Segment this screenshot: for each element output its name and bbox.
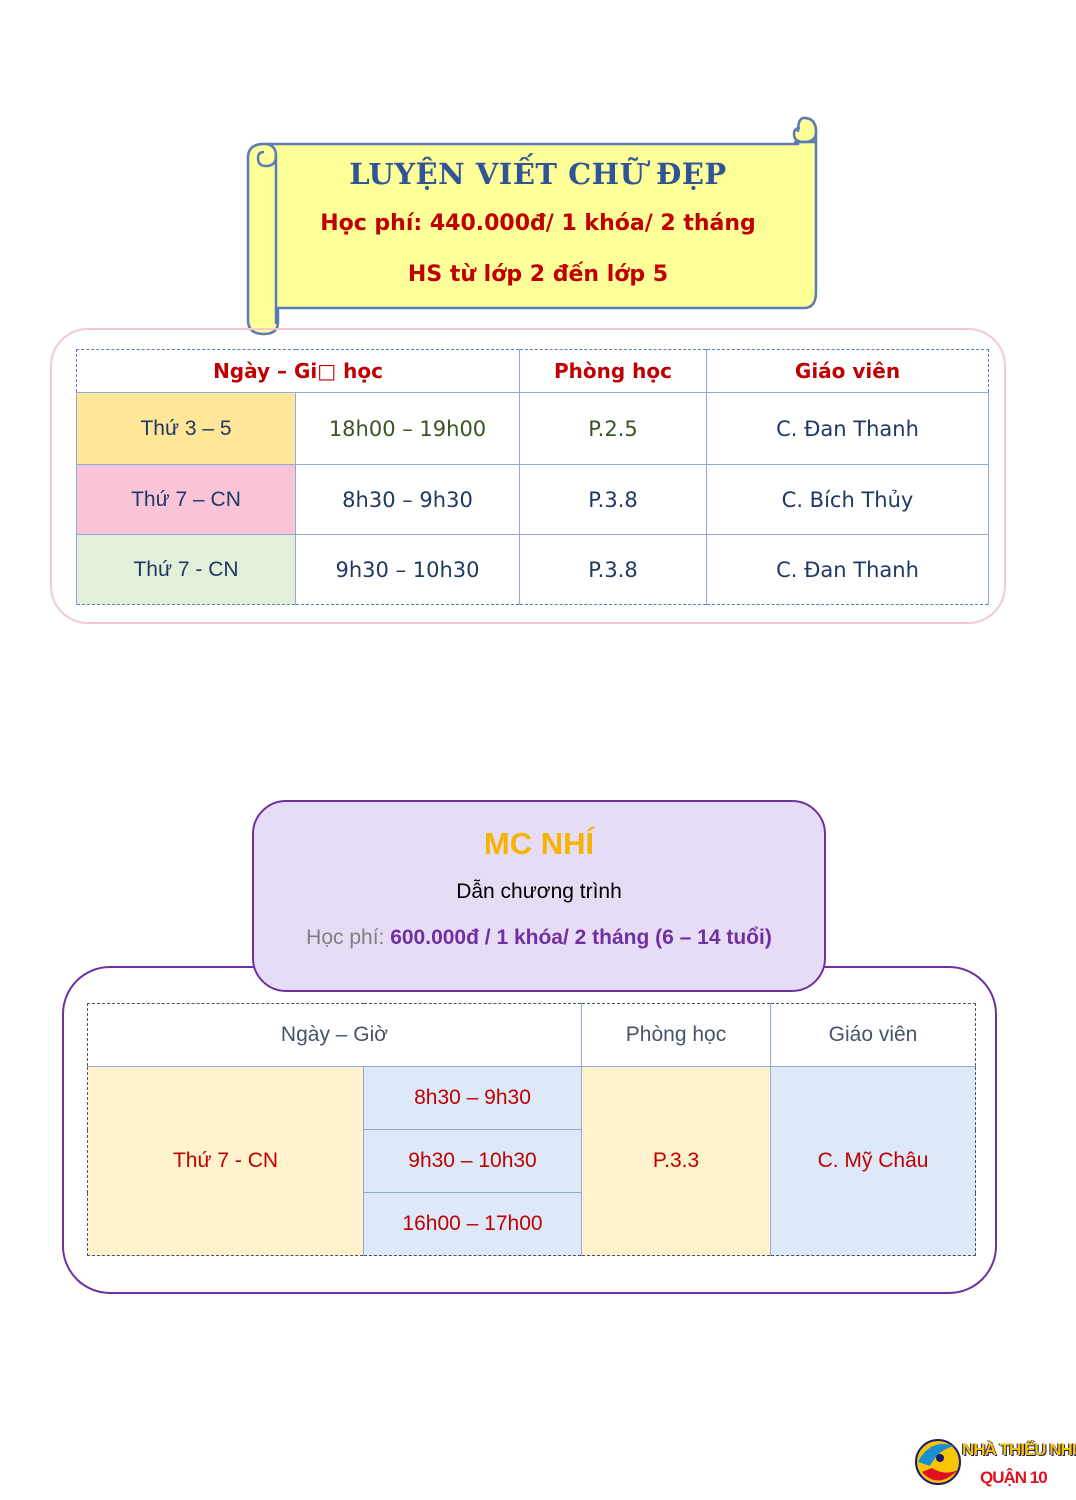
- header-teacher: [707, 350, 989, 393]
- mc-course-box: [252, 800, 826, 992]
- time-cell: 8h30 – 9h30: [296, 465, 520, 535]
- scroll-banner-text: [278, 150, 798, 300]
- teacher-cell: C. Bích Thủy: [707, 465, 989, 535]
- course-grade: HS từ lớp 2 đến lớp 5: [407, 262, 669, 287]
- header-teacher: [771, 1004, 976, 1067]
- header-room: [582, 1004, 771, 1067]
- mc-title: MC NHÍ: [483, 826, 595, 861]
- header-day-time: [77, 350, 520, 393]
- day-cell: Thứ 3 – 5: [77, 393, 296, 465]
- header-label: Ngày – Giờ: [280, 1023, 389, 1046]
- header-label: Ngày – Gi□ học: [213, 359, 383, 383]
- time-cell: 18h00 – 19h00: [296, 393, 520, 465]
- course-fee: Học phí: 440.000đ/ 1 khóa/ 2 tháng: [320, 211, 756, 236]
- table-row: [77, 535, 989, 605]
- header-label: Giáo viên: [794, 359, 901, 383]
- room-cell: P.2.5: [520, 393, 707, 465]
- course-title: LUYỆN VIẾT CHỮ ĐẸP: [349, 157, 727, 191]
- schedule-table-2: [87, 1003, 976, 1256]
- header-label: Phòng học: [625, 1023, 727, 1046]
- time-cell: 16h00 – 17h00: [364, 1193, 582, 1256]
- teacher-cell: C. Mỹ Châu: [771, 1067, 976, 1256]
- time-cell: 9h30 – 10h30: [364, 1130, 582, 1193]
- header-label: Giáo viên: [828, 1023, 918, 1046]
- table-header-row: [88, 1004, 976, 1067]
- time-cell: 8h30 – 9h30: [364, 1067, 582, 1130]
- teacher-cell: C. Đan Thanh: [707, 393, 989, 465]
- schedule-table-1: [76, 349, 989, 605]
- table-row: [77, 393, 989, 465]
- day-cell: Thứ 7 - CN: [88, 1067, 364, 1256]
- day-cell: Thứ 7 – CN: [77, 465, 296, 535]
- teacher-cell: C. Đan Thanh: [707, 535, 989, 605]
- table-row: [77, 465, 989, 535]
- mc-fee: [254, 924, 824, 952]
- mc-subtitle: Dẫn chương trình: [456, 880, 622, 903]
- mc-fee-value: 600.000đ / 1 khóa/ 2 tháng (6 – 14 tuổi): [390, 926, 772, 949]
- logo-text-line1: NHÀ THIẾU NHI: [962, 1440, 1076, 1459]
- mc-fee-label: Học phí:: [306, 926, 391, 949]
- day-cell: Thứ 7 - CN: [77, 535, 296, 605]
- header-label: Phòng học: [554, 359, 672, 383]
- header-room: [520, 350, 707, 393]
- table-header-row: [77, 350, 989, 393]
- time-cell: 9h30 – 10h30: [296, 535, 520, 605]
- logo-text-line2: QUẬN 10: [980, 1468, 1047, 1487]
- room-cell: P.3.8: [520, 535, 707, 605]
- room-cell: P.3.8: [520, 465, 707, 535]
- room-cell: P.3.3: [582, 1067, 771, 1256]
- header-day-time: [88, 1004, 582, 1067]
- table-row: [88, 1067, 976, 1130]
